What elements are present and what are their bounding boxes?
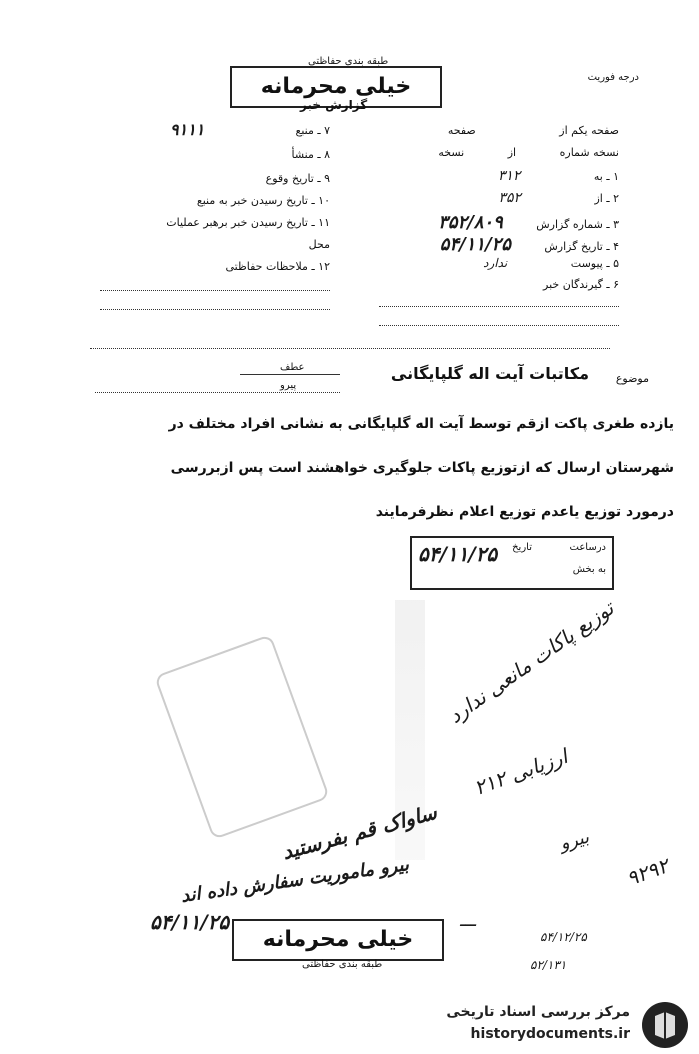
atf-line: [240, 374, 340, 375]
field-source-date: ۱۰ ـ تاریخ رسیدن خبر به منبع: [196, 194, 330, 207]
receipt-date-label: تاریخ: [512, 542, 532, 553]
classification-stamp: [230, 56, 440, 116]
atf-label: عطف: [280, 362, 305, 373]
receipt-at-hour: درساعت: [569, 542, 606, 553]
field-source: ۷ ـ منبع ۹۱۱۱: [170, 120, 330, 139]
body-line-2: شهرستان ارسال که ازتوزیع پاکات جلوگیری خواهشند است پس ازبررسی: [170, 460, 674, 476]
handwritten-note-1: توزیع پاکات مانعی ندارد: [443, 596, 619, 728]
subject-label: موضوع: [615, 372, 649, 385]
handwritten-date-left: ۵۴/۱۱/۲۵: [150, 910, 230, 934]
field-recipients: ۶ ـ گیرندگان خبر: [543, 278, 619, 291]
report-fields-right: [90, 120, 330, 310]
peyro-label: پیرو: [280, 380, 297, 391]
field-report-number: ۳ ـ شماره گزارش ۳۵۲/۸۰۹: [438, 212, 619, 233]
body-line-1: یازده طغری پاکت ازقم توسط آیت اله گلپایگانی به نشانی افراد مختلف در: [168, 416, 674, 432]
handwritten-number: ۹۲۹۲: [623, 853, 672, 891]
report-fields-left: [359, 124, 619, 326]
field-to: ۱ ـ به ۳۱۲: [497, 168, 619, 184]
subject-underline: [95, 392, 340, 393]
subject-value: مکاتبات آیت اله گلپایگانی: [390, 364, 589, 383]
field-from: ۲ ـ از ۳۵۲: [498, 190, 619, 206]
field-report-date: ۴ ـ تاریخ گزارش ۵۴/۱۱/۲۵: [439, 234, 619, 255]
handwritten-note-5: بیرو ماموریت سفارش داده اند: [179, 854, 411, 907]
handwritten-note-3: بیرو: [557, 826, 592, 855]
handwritten-note-2: ارزیابی ۲۱۲: [470, 744, 571, 800]
classification-stamp-text: خیلی محرمانه: [230, 66, 442, 108]
field-operations-date: ۱۱ ـ تاریخ رسیدن خبر برهبر عملیات: [166, 216, 330, 229]
field-origin: ۸ ـ منشأ: [291, 148, 330, 161]
watermark-logo-icon: [642, 1002, 688, 1048]
field-occurrence-date: ۹ ـ تاریخ وقوع: [265, 172, 330, 185]
distribution-stamp: گزارش خبر: [300, 98, 368, 112]
footer-stamp-text: خیلی محرمانه: [232, 919, 444, 961]
watermark-url: historydocuments.ir: [470, 1026, 630, 1042]
field-copy: نسخه شماره از نسخه: [438, 146, 619, 159]
field-page: صفحه یکم از صفحه: [447, 124, 619, 137]
receipt-stamp: [410, 536, 614, 590]
handwritten-sign-bottom: ۵۲/۱۳۱: [530, 958, 567, 972]
receipt-date-value: ۵۴/۱۱/۲۵: [418, 542, 498, 566]
watermark: [400, 996, 699, 1054]
priority-label: درجه فوریت: [587, 72, 639, 83]
field-attachment: ۵ ـ پیوست ندارد: [483, 256, 619, 270]
field-security-notes: ۱۲ ـ ملاحظات حفاظتی: [225, 260, 330, 273]
handwritten-sign: ـــ: [460, 910, 476, 931]
footer-stamp: [232, 915, 442, 973]
handwritten-note-4: ساواک قم بفرستید: [279, 799, 440, 865]
footer-stamp-sub: طبقه بندی حفاظتی: [302, 959, 383, 970]
classification-stamp-sub: طبقه بندی حفاظتی: [308, 56, 389, 67]
watermark-title: مرکز بررسی اسناد تاریخی: [446, 1004, 630, 1020]
separator: [90, 348, 610, 349]
field-location: محل: [308, 238, 330, 251]
faint-stamp-shape: [154, 634, 330, 840]
handwritten-date-bottom: ۵۴/۱۲/۲۵: [540, 930, 587, 944]
receipt-dept-label: به بخش: [572, 564, 606, 575]
body-line-3: درمورد توزیع یاعدم توزیع اعلام نظرفرمایند: [375, 504, 674, 520]
